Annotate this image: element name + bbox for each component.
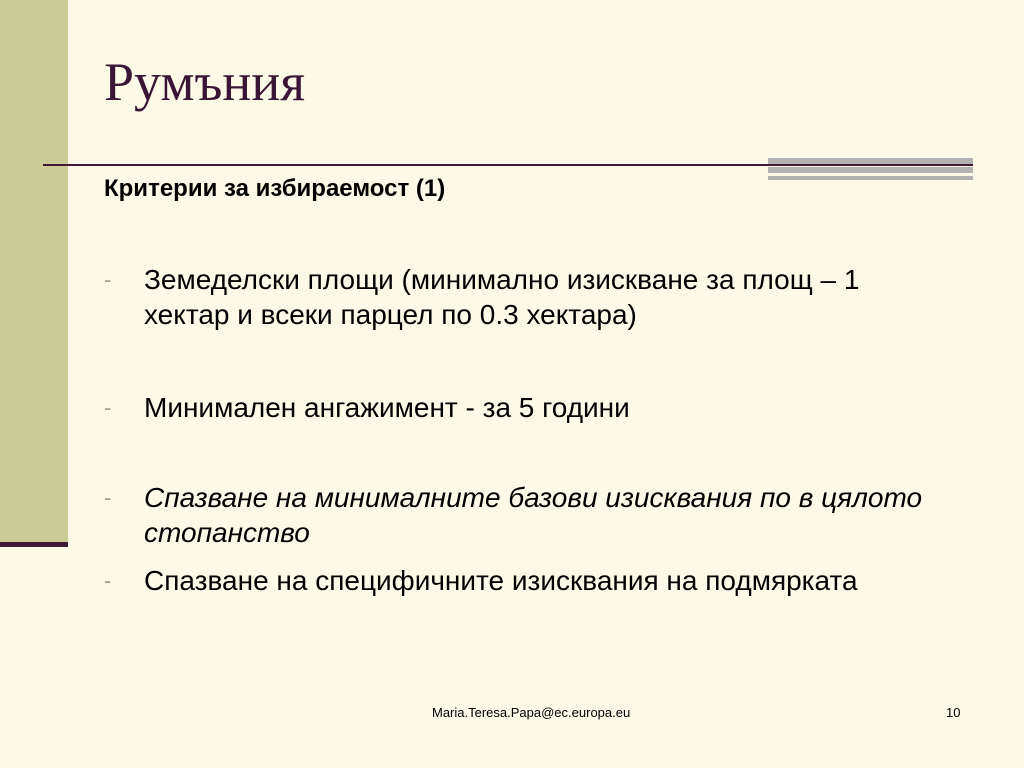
left-bar-accent-line xyxy=(0,542,68,547)
slide-subheading: Критерии за избираемост (1) xyxy=(104,175,446,202)
bullet-text: Земеделски площи (минимално изискване за площ – 1 хектар и всеки парцел по 0.3 хектара) xyxy=(144,264,860,330)
page-number: 10 xyxy=(946,705,961,720)
title-divider-line xyxy=(43,164,973,166)
accent-bar-top xyxy=(768,158,973,164)
bullet-text: Спазване на минималните базови изисквания по в цялото стопанство xyxy=(144,482,923,548)
bullet-item xyxy=(104,390,924,425)
bullet-dash-icon: - xyxy=(104,485,112,510)
slide-title: Румъния xyxy=(104,52,306,112)
bullet-item xyxy=(104,480,924,550)
bullet-dash-icon: - xyxy=(104,267,112,292)
bullet-dash-icon: - xyxy=(104,395,112,420)
footer-email: Maria.Teresa.Papa@ec.europa.eu xyxy=(432,705,631,720)
bullet-item xyxy=(104,262,924,332)
bullet-item xyxy=(104,563,924,598)
bullet-dash-icon: - xyxy=(104,568,112,593)
accent-bar-middle xyxy=(768,167,973,173)
bullet-text: Минимален ангажимент - за 5 години xyxy=(144,392,630,423)
accent-bar-bottom xyxy=(768,176,973,180)
bullet-text: Спазване на специфичните изисквания на подмярката xyxy=(144,565,858,596)
left-decorative-bar xyxy=(0,0,68,545)
